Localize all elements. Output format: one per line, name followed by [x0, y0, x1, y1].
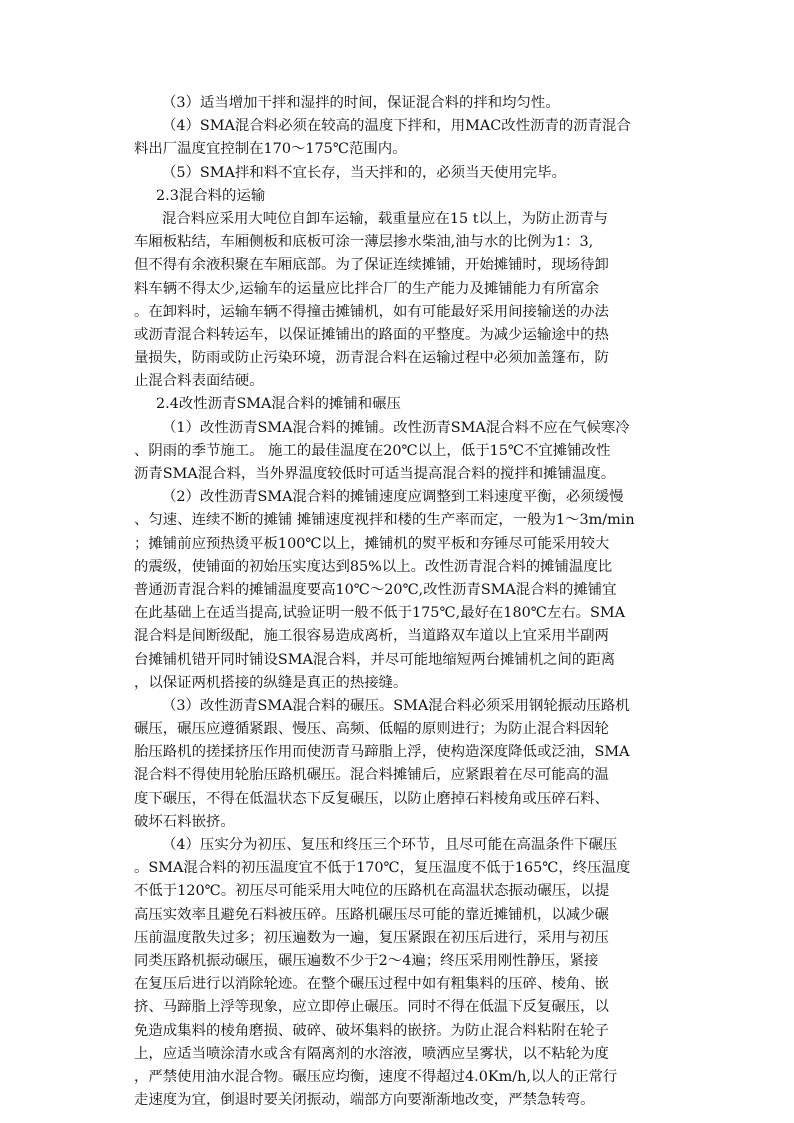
section-heading: 2.4改性沥青SMA混合料的摊铺和碾压 [156, 396, 401, 413]
text-line: 量损失，防雨或防止污染环境，沥青混合料在运输过程中必须加盖篷布，防 [134, 350, 609, 367]
text-line: （5）SMA拌和料不宜长存，当天拌和的，必须当天使用完毕。 [162, 164, 566, 181]
text-line: 、阴雨的季节施工。 施工的最佳温度在20℃以上，低于15℃不宜摊铺改性 [134, 442, 611, 459]
text-line: 混合料应采用大吨位自卸车运输，载重量应在15 t以上，为防止沥青与 [162, 210, 608, 227]
text-line: 同类压路机振动碾压，碾压遍数不少于2～4遍；终压采用刚性静压，紧接 [134, 952, 599, 969]
text-line: ；摊铺前应预热烫平板100℃以上，摊铺机的熨平板和夯锤尽可能采用较大 [134, 535, 610, 552]
text-line: 、匀速、连续不断的摊铺 摊铺速度视拌和楼的生产率而定，一般为1～3m/min [134, 512, 635, 529]
text-line: 料出厂温度宜控制在170～175℃范围内。 [134, 141, 407, 158]
text-line: （4）SMA混合料必须在较高的温度下拌和，用MAC改性沥青的沥青混合 [162, 118, 631, 135]
text-line: 止混合料表面结硬。 [134, 373, 264, 390]
text-line: 台摊铺机错开同时铺设SMA混合料，并尽可能地缩短两台摊铺机之间的距离 [134, 651, 616, 668]
text-line: 在复压后进行以消除轮迹。在整个碾压过程中如有粗集料的压碎、棱角、嵌 [134, 976, 609, 993]
text-line: 胎压路机的搓揉挤压作用而使沥青马蹄脂上浮，使构造深度降低或泛油，SMA [134, 744, 630, 761]
text-line: 度下碾压，不得在低温状态下反复碾压，以防止磨掉石料棱角或压碎石料、 [134, 790, 609, 807]
text-line: 压前温度散失过多；初压遍数为一遍，复压紧跟在初压后进行，采用与初压 [134, 929, 609, 946]
text-line: 在此基础上在适当提高,试验证明一般不低于175℃,最好在180℃左右。SMA [134, 605, 626, 622]
text-line: 挤、马蹄脂上浮等现象，应立即停止碾压。同时不得在低温下反复碾压，以 [134, 999, 609, 1016]
text-line: ，以保证两机搭接的纵缝是真正的热接缝。 [134, 674, 408, 691]
text-line: （2）改性沥青SMA混合料的摊铺速度应调整到工料速度平衡，必须缓慢 [162, 489, 624, 506]
text-line: 混合料不得使用轮胎压路机碾压。混合料摊铺后，应紧跟着在尽可能高的温 [134, 767, 609, 784]
text-line: 车厢板粘结，车厢侧板和底板可涂一薄层掺水柴油,油与水的比例为1：3, [134, 234, 594, 251]
text-line: （4）压实分为初压、复压和终压三个环节，且尽可能在高温条件下碾压 [162, 837, 618, 853]
text-line: 免造成集料的棱角磨损、破碎、破坏集料的嵌挤。为防止混合料粘附在轮子 [134, 1022, 609, 1039]
text-line: 料车辆不得太少,运输车的运量应比拌合厂的生产能力及摊铺能力有所富余 [134, 280, 600, 297]
text-line: （3）适当增加干拌和湿拌的时间，保证混合料的拌和均匀性。 [162, 95, 560, 111]
text-line: 但不得有余液积聚在车厢底部。为了保证连续摊铺，开始摊铺时，现场待卸 [134, 257, 609, 274]
text-line: 不低于120℃。初压尽可能采用大吨位的压路机在高温状态振动碾压，以提 [134, 883, 610, 900]
text-line: 上，应适当喷涂清水或含有隔离剂的水溶液，喷洒应呈雾状，以不粘轮为度 [134, 1045, 609, 1062]
text-line: 混合料是间断级配，施工很容易造成离析，当道路双车道以上宜采用半副两 [134, 628, 609, 645]
text-line: 走速度为宜，倒退时要关闭振动，端部方向要渐渐地改变，严禁急转弯。 [134, 1092, 595, 1109]
section-heading: 2.3混合料的运输 [156, 187, 266, 204]
text-line: （3）改性沥青SMA混合料的碾压。SMA混合料必须采用钢轮振动压路机 [162, 697, 630, 714]
document-body [134, 92, 660, 1112]
text-line: 普通沥青混合料的摊铺温度要高10℃～20℃,改性沥青SMA混合料的摊铺宜 [134, 581, 617, 598]
text-line: 高压实效率且避免石料被压碎。压路机碾压尽可能的靠近摊铺机，以减少碾 [134, 906, 609, 923]
text-line: ，严禁使用油水混合物。碾压应均衡，速度不得超过4.0Km/h,以人的正常行 [134, 1068, 618, 1085]
text-line: 或沥青混合料转运车，以保证摊铺出的路面的平整度。为减少运输途中的热 [134, 326, 609, 343]
text-line: 的震级，使铺面的初始压实度达到85%以上。改性沥青混合料的摊铺温度比 [134, 558, 613, 575]
text-line: 沥青SMA混合料，当外界温度较低时可适当提高混合料的搅拌和摊铺温度。 [134, 466, 616, 482]
text-line: 。SMA混合料的初压温度宜不低于170℃，复压温度不低于165℃，终压温度 [134, 860, 631, 877]
text-line: 破坏石料嵌挤。 [134, 813, 235, 830]
text-line: （1）改性沥青SMA混合料的摊铺。改性沥青SMA混合料不应在气候寒冷 [162, 419, 630, 436]
text-line: 。在卸料时，运输车辆不得撞击摊铺机，如有可能最好采用间接输送的办法 [134, 303, 609, 320]
text-line: 碾压，碾压应遵循紧跟、慢压、高频、低幅的原则进行；为防止混合料因轮 [134, 721, 609, 738]
